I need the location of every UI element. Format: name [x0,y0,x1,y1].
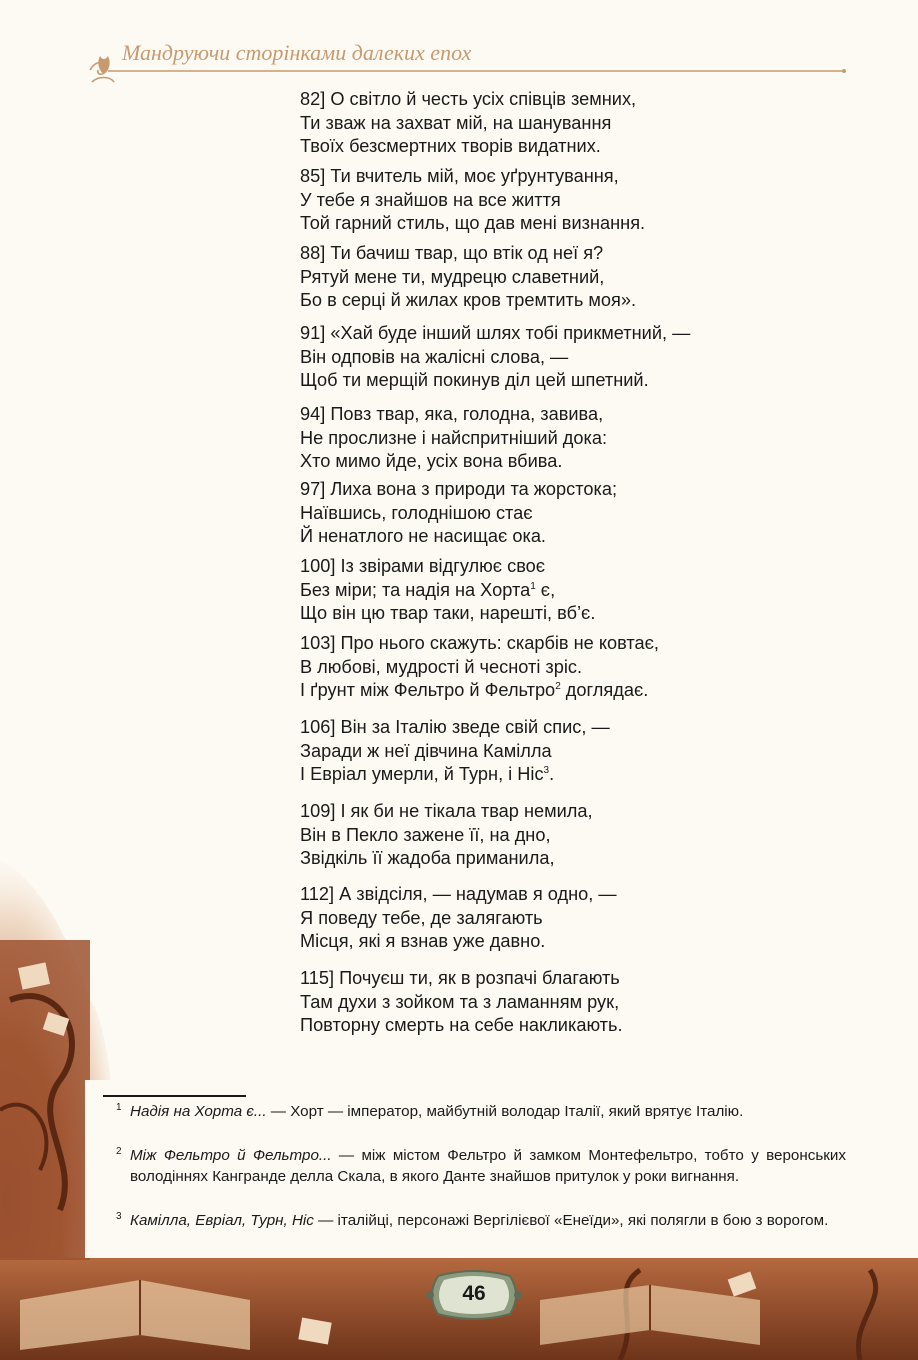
poem-line: Повторну смерть на себе накликають. [300,1015,623,1036]
poem-line-text: І ґрунт між Фельтро й Фельтро [300,680,556,701]
footnote-number: 2 [116,1146,122,1157]
poem-line: Твоїх безсмертних творів видатних. [300,136,601,157]
footnote-number: 3 [116,1211,122,1222]
footnote-term: Надія на Хорта є... [130,1103,267,1120]
running-header-title: Мандруючи сторінками далеких епох [122,40,472,65]
footnote-text: — італійці, персонажі Вергілієвої «Енеїди», які полягли в бою з ворогом. [313,1212,829,1229]
page-number: 46 [462,1282,486,1305]
poem-line: Заради ж неї дівчина Камілла [300,740,552,761]
stanza [300,716,610,787]
poem-line: Він одповів на жалісні слова, — [300,346,569,367]
poem-line-tail: є, [535,579,556,600]
poem-line: Хто мимо йде, усіх вона вбива. [300,451,563,472]
poem-line: Він в Пекло зажене її, на дно, [300,824,551,845]
stanza [300,88,636,159]
stanza [300,632,659,703]
poem-line: 109] І як би не тікала твар немила, [300,801,593,821]
footnote-ref: 3 [543,765,550,777]
poem-line: Й ненатлого не насищає ока. [300,526,546,547]
footnote-text: — Хорт — імператор, майбутній володар Італії, який врятує Італію. [266,1103,744,1120]
footnote-1 [116,1101,846,1122]
poem-line: 82] О світло й честь усіх співців земних, [300,89,637,109]
stanza [300,403,607,474]
poem-line: Я поведу тебе, де залягають [300,907,543,928]
poem-line: Рятуй мене ти, мудрецю славетний, [300,266,605,287]
footnote-number: 1 [116,1102,122,1113]
poem-line: Звідкіль її жадоба приманила, [300,848,555,869]
poem-line: Місця, які я взнав уже давно. [300,931,546,952]
poem-line: 106] Він за Італію зведе свій спис, — [300,717,610,737]
stanza [300,555,595,626]
poem-line: 97] Лиха вона з природи та жорстока; [300,479,617,499]
poem-line-text: І Евріал умерли, й Турн, і Ніс [300,764,544,785]
poem-line [300,679,659,703]
poem-line: 88] Ти бачиш твар, що втік од неї я? [300,243,604,263]
poem-line: Ти зваж на захват мій, на шанування [300,112,612,133]
poem-line: Там духи з зойком та з ламанням рук, [300,991,620,1012]
poem-line-tail: доглядає. [560,680,649,701]
stanza [300,478,617,549]
stanza [300,165,645,236]
page-number-badge [424,1268,524,1322]
poem-line: Бо в серці й жилах кров тремтить моя». [300,290,637,311]
running-header [88,38,848,88]
footnote-term: Камілла, Евріал, Турн, Ніс [130,1212,314,1229]
footnote-term: Між Фельтро й Фельтро... [130,1147,332,1164]
footnote-2 [116,1145,846,1187]
footnote-text: — між містом Фельтро й замком Монтефельтро, тобто у веронських володіннях Кангранде делла Скала, в якого Данте знайшов притулок у роки вигнання. [130,1147,846,1185]
footnote-ref: 2 [555,681,561,693]
poem-line: 85] Ти вчитель мій, моє уґрунтування, [300,166,619,186]
poem-line: Той гарний стиль, що дав мені визнання. [300,213,646,234]
stanza [300,800,593,871]
poem-line: 94] Повз твар, яка, голодна, завива, [300,404,604,424]
poem-line: 112] А звідсіля, — надумав я одно, — [300,884,617,904]
poem-line: 103] Про нього скажуть: скарбів не ковтає, [300,633,659,653]
stanza [300,322,690,393]
footnote-3 [116,1210,846,1231]
stanza [300,967,623,1038]
poem-line: Наївшись, голоднішою стає [300,502,533,523]
poem-line: Що він цю твар таки, нарешті, вб’є. [300,603,596,624]
poem-line: 115] Почуєш ти, як в розпачі благають [300,968,620,988]
stanza [300,883,617,954]
poem-line: 91] «Хай буде інший шлях тобі прикметний, — [300,323,691,343]
poem-line-text: Без міри; та надія на Хорта [300,579,531,600]
stanza [300,242,636,313]
poem-line [300,763,610,787]
poem-line: Не прослизне і найспритніший дока: [300,427,608,448]
footnote-divider [103,1095,246,1097]
footnote-ref: 1 [530,580,536,592]
poem-line-tail: . [549,764,555,785]
poem-line: В любові, мудрості й чесноті зріс. [300,656,583,677]
poem-line: 100] Із звірами відгулює своє [300,556,546,576]
poem-line [300,579,595,603]
poem-line: У тебе я знайшов на все життя [300,189,561,210]
poem-line: Щоб ти мерщій покинув діл цей шпетний. [300,370,649,391]
